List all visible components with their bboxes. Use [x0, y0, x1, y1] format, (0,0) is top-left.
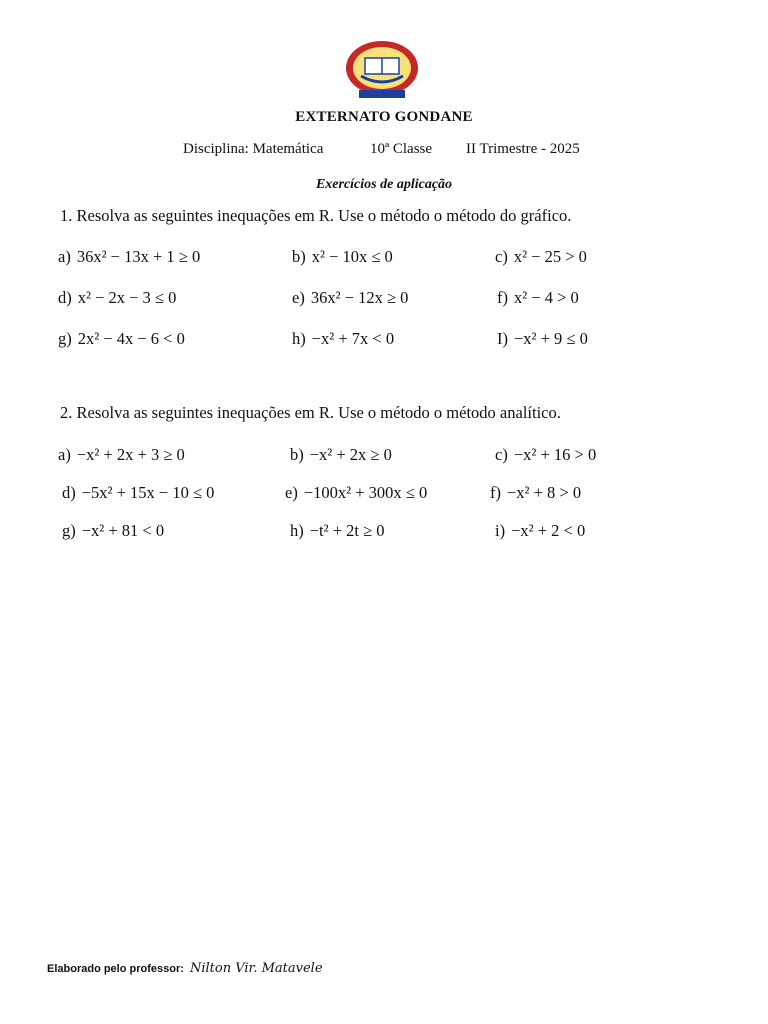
item-expression: −t² + 2t ≥ 0 — [309, 521, 385, 540]
subtitle: Exercícios de aplicação — [315, 177, 453, 192]
item-label: f) — [497, 288, 508, 307]
q1-item-h — [292, 329, 394, 349]
item-expression: x² − 2x − 3 ≤ 0 — [77, 288, 177, 307]
item-label: I) — [497, 329, 508, 348]
question-2: 2. Resolva as seguintes inequações em R. Use o método o método analítico. — [60, 403, 561, 422]
item-expression: −100x² + 300x ≤ 0 — [303, 483, 428, 502]
q1-item-f — [497, 288, 579, 308]
item-expression: −5x² + 15x − 10 ≤ 0 — [81, 483, 215, 502]
q2-item-c — [495, 445, 596, 465]
item-label: h) — [292, 329, 306, 348]
item-label: e) — [292, 288, 305, 307]
item-label: b) — [290, 445, 304, 464]
school-name: EXTERNATO GONDANE — [295, 109, 473, 125]
item-expression: −x² + 2 < 0 — [511, 521, 586, 540]
q2-item-g — [62, 521, 164, 541]
item-label: a) — [58, 445, 71, 464]
item-label: h) — [290, 521, 304, 540]
item-label: d) — [58, 288, 72, 307]
school-logo — [343, 40, 421, 100]
subject: Disciplina: Matemática — [183, 141, 324, 157]
item-label: g) — [62, 521, 76, 540]
term: II Trimestre - 2025 — [466, 141, 580, 157]
q2-item-h — [290, 521, 385, 541]
item-label: c) — [495, 247, 508, 266]
item-expression: −x² + 8 > 0 — [507, 483, 582, 502]
item-expression: 36x² − 13x + 1 ≥ 0 — [76, 247, 201, 266]
q2-item-d — [62, 483, 214, 503]
item-label: g) — [58, 329, 72, 348]
item-expression: 2x² − 4x − 6 < 0 — [77, 329, 185, 348]
item-expression: −x² + 81 < 0 — [81, 521, 165, 540]
question-1: 1. Resolva as seguintes inequações em R. Use o método o método do gráfico. — [60, 206, 572, 225]
item-label: a) — [58, 247, 71, 266]
q1-item-c — [495, 247, 587, 267]
q2-item-i — [495, 521, 585, 541]
q1-item-e — [292, 288, 408, 308]
item-expression: −x² + 7x < 0 — [311, 329, 395, 348]
item-expression: −x² + 9 ≤ 0 — [514, 329, 588, 348]
footer — [47, 961, 323, 976]
item-label: f) — [490, 483, 501, 502]
item-expression: x² − 25 > 0 — [513, 247, 587, 266]
q2-item-e — [285, 483, 427, 503]
item-expression: −x² + 2x + 3 ≥ 0 — [76, 445, 185, 464]
q1-item-d — [58, 288, 176, 308]
q2-item-b — [290, 445, 392, 465]
item-expression: x² − 10x ≤ 0 — [311, 247, 393, 266]
item-label: i) — [495, 521, 506, 540]
grade: 10ª Classe — [370, 141, 433, 157]
q2-item-f — [490, 483, 581, 503]
item-label: e) — [285, 483, 298, 502]
item-label: d) — [62, 483, 76, 502]
footer-label: Elaborado pelo professor: — [47, 963, 184, 975]
q2-item-a — [58, 445, 185, 465]
item-expression: −x² + 2x ≥ 0 — [309, 445, 392, 464]
q1-item-g — [58, 329, 185, 349]
q1-item-a — [58, 247, 200, 267]
item-expression: x² − 4 > 0 — [514, 288, 579, 307]
item-label: b) — [292, 247, 306, 266]
q1-item-b — [292, 247, 393, 267]
item-expression: 36x² − 12x ≥ 0 — [310, 288, 409, 307]
item-expression: −x² + 16 > 0 — [513, 445, 597, 464]
q1-item-i — [497, 329, 588, 349]
teacher-signature: Nilton Vir. Matavele — [189, 961, 323, 976]
item-label: c) — [495, 445, 508, 464]
